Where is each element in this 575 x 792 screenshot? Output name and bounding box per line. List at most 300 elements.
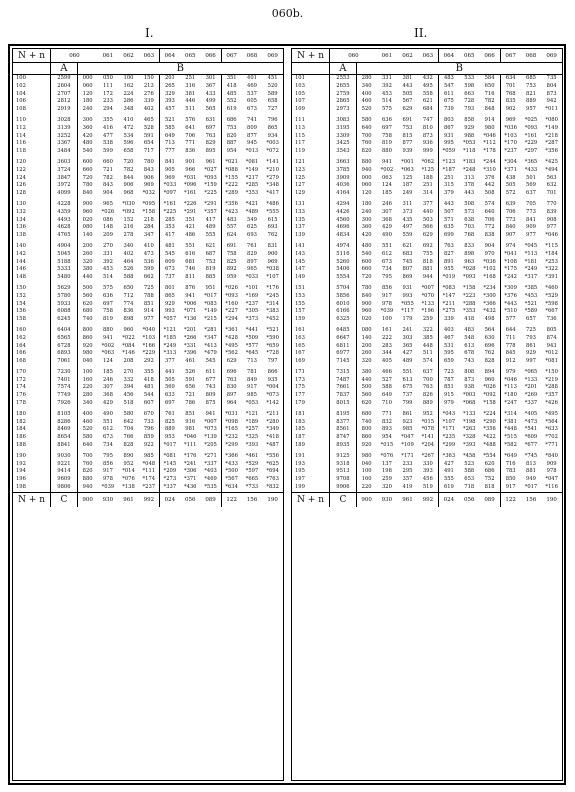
row-value: *108 — [500, 259, 521, 267]
row-value: *396 — [183, 350, 197, 357]
table-row — [13, 224, 283, 232]
row-value: 378 — [464, 182, 475, 189]
row-value: 849 — [247, 376, 257, 383]
row-value: 782 — [102, 174, 113, 181]
row-value: *171 — [401, 452, 414, 459]
row-value: *171 — [438, 426, 459, 434]
row-n: 128 — [13, 190, 51, 198]
row-value: 797 — [267, 358, 278, 365]
row-value: 874 — [546, 334, 557, 341]
row-value: *433 — [524, 166, 538, 173]
row-value: 658 — [267, 98, 278, 105]
row-value: 499 — [205, 98, 216, 105]
row-value: 080 — [77, 224, 98, 232]
row-value: 873 — [464, 376, 475, 383]
row-value: 283 — [381, 342, 392, 349]
row-value: 600 — [356, 259, 377, 267]
row-value: *436 — [183, 484, 197, 491]
row-a: 7230 — [51, 366, 77, 377]
row-value: 799 — [402, 400, 413, 407]
row-value: 969 — [500, 114, 521, 125]
row-value: *169 — [245, 292, 259, 299]
row-a: 5629 — [51, 282, 77, 293]
row-value: 000 — [356, 175, 377, 183]
row-n: 191 — [292, 450, 330, 461]
row-value: *328 — [462, 434, 476, 441]
table-row — [292, 209, 562, 217]
row-value: *180 — [500, 392, 521, 400]
row-value: 259 — [381, 476, 392, 483]
row-value: *170 — [500, 140, 521, 148]
row-value: 897 — [247, 258, 257, 265]
row-value: 440 — [422, 208, 433, 215]
row-value: 421 — [185, 224, 196, 231]
row-value: *161 — [524, 132, 538, 139]
row-value: *166 — [142, 342, 156, 349]
row-value: *003 — [462, 392, 476, 399]
row-value: *041 — [500, 251, 521, 259]
row-value: 980 — [77, 350, 98, 358]
row-n: 161 — [292, 324, 330, 335]
row-value: 453 — [381, 90, 392, 97]
row-value: 300 — [356, 217, 377, 225]
row-n: 189 — [292, 442, 330, 450]
row-value: *305 — [245, 308, 259, 315]
row-n: 101 — [292, 75, 330, 83]
row-value: 819 — [205, 266, 216, 273]
row-value: 353 — [159, 224, 180, 232]
row-n: 152 — [13, 293, 51, 301]
row-value: 555 — [205, 232, 216, 239]
row-value: *271 — [204, 452, 217, 459]
row-n: 122 — [13, 167, 51, 175]
table-row — [13, 400, 283, 408]
row-a: 3972 — [51, 182, 77, 190]
row-value: 699 — [438, 232, 459, 240]
row-value: 125 — [402, 174, 413, 181]
header-col: 065 — [459, 49, 480, 63]
row-value: 314 — [422, 190, 433, 197]
row-value: 460 — [77, 419, 98, 427]
row-value: *185 — [159, 335, 180, 343]
row-value: 464 — [123, 258, 134, 265]
row-value: 140 — [77, 232, 98, 240]
row-value: 360 — [356, 224, 377, 232]
row-value: 381 — [402, 75, 413, 81]
row-value: 828 — [123, 442, 134, 449]
row-value: *111 — [183, 442, 197, 449]
row-value: *728 — [266, 350, 279, 357]
row-value: 339 — [438, 316, 459, 324]
row-a: 5260 — [330, 259, 356, 267]
footer-value: 024 — [159, 492, 180, 507]
row-value: 909 — [526, 224, 536, 231]
row-value: 691 — [402, 116, 413, 123]
row-a: 6811 — [330, 343, 356, 351]
row-value: *031 — [221, 408, 242, 419]
footer-value: 156 — [242, 492, 263, 507]
row-value: 820 — [356, 148, 377, 156]
row-value: 981 — [185, 426, 196, 433]
row-value: *048 — [142, 460, 156, 467]
row-value: 686 — [221, 114, 242, 125]
row-value: 770 — [546, 200, 557, 207]
row-value: 902 — [500, 106, 521, 114]
row-value: 379 — [438, 190, 459, 198]
row-value: 740 — [356, 419, 377, 427]
row-value: 656 — [185, 384, 196, 391]
row-value: *487 — [266, 442, 279, 449]
row-value: 636 — [102, 292, 113, 299]
row-value: *033 — [245, 274, 259, 281]
row-value: *098 — [221, 419, 242, 427]
row-value: 821 — [526, 90, 536, 97]
row-value: *371 — [183, 476, 197, 483]
section-left-label: I. — [145, 26, 154, 40]
row-value: 241 — [402, 326, 413, 333]
row-value: 741 — [247, 116, 257, 123]
row-value: 663 — [464, 90, 475, 97]
row-value: *285 — [245, 182, 259, 189]
row-value: 216 — [123, 224, 134, 231]
row-value: 723 — [438, 366, 459, 377]
row-value: 763 — [422, 384, 433, 391]
row-value: 020 — [356, 316, 377, 324]
row-n: 112 — [13, 125, 51, 133]
row-value: *017 — [159, 442, 180, 450]
row-value: 551 — [381, 242, 392, 249]
table-row — [292, 198, 562, 209]
row-value: 951 — [205, 284, 216, 291]
row-value: 867 — [438, 125, 459, 133]
row-value: 185 — [102, 368, 113, 375]
row-value: *249 — [524, 266, 538, 273]
row-value: *577 — [245, 342, 259, 349]
row-a: 3252 — [51, 133, 77, 141]
row-value: *047 — [401, 434, 414, 441]
row-value: *165 — [221, 426, 242, 434]
row-n: 175 — [292, 384, 330, 392]
row-value: 838 — [484, 232, 495, 239]
row-value: *597 — [245, 468, 259, 475]
row-value: *101 — [245, 284, 259, 291]
row-n: 186 — [13, 434, 51, 442]
row-value: 630 — [484, 334, 495, 341]
row-value: 818 — [422, 258, 433, 265]
row-value: 357 — [402, 476, 413, 483]
row-value: 613 — [402, 376, 413, 383]
row-value: 477 — [102, 132, 113, 139]
row-value: 693 — [247, 232, 257, 239]
table-row — [292, 156, 562, 167]
row-n: 163 — [292, 335, 330, 343]
row-value: 840 — [77, 190, 98, 198]
row-value: *006 — [183, 300, 197, 307]
row-a: 5704 — [330, 282, 356, 293]
row-value: 851 — [185, 410, 196, 417]
row-value: 278 — [123, 232, 134, 239]
left-table — [13, 49, 283, 507]
row-value: 786 — [185, 400, 196, 407]
row-value: *281 — [204, 326, 217, 333]
row-value: 673 — [159, 266, 180, 274]
table-row — [13, 301, 283, 309]
row-value: 285 — [159, 217, 180, 225]
row-value: *063 — [401, 166, 414, 173]
row-value: *039 — [101, 484, 115, 491]
row-value: 501 — [526, 174, 536, 181]
row-value: 505 — [159, 377, 180, 385]
table-row — [292, 259, 562, 267]
footer-value: 961 — [397, 492, 418, 507]
row-n: 111 — [292, 114, 330, 125]
row-value: 505 — [402, 90, 413, 97]
row-value: 960 — [484, 376, 495, 383]
row-value: 858 — [464, 116, 475, 123]
row-value: *393 — [245, 442, 259, 449]
row-value: 330 — [422, 460, 433, 467]
row-a: 5554 — [330, 274, 356, 282]
row-value: *515 — [500, 434, 521, 442]
row-value: 220 — [356, 484, 377, 492]
row-n: 188 — [13, 442, 51, 450]
row-value: 743 — [464, 358, 475, 365]
row-value: 489 — [402, 358, 413, 365]
row-value: *168 — [483, 274, 496, 281]
row-value: *011 — [545, 106, 558, 113]
row-value: *026 — [101, 208, 115, 215]
row-value: *155 — [221, 175, 242, 183]
row-n: 135 — [292, 217, 330, 225]
row-value: *840 — [545, 452, 558, 459]
row-a: 7145 — [330, 358, 356, 366]
row-value: *494 — [545, 166, 558, 173]
row-value: 137 — [381, 460, 392, 467]
row-n: 137 — [292, 224, 330, 232]
row-value: *187 — [438, 167, 459, 175]
footer-n-plus-n: N + n — [13, 492, 51, 507]
row-value: 589 — [267, 90, 278, 97]
row-value: *025 — [524, 116, 538, 123]
row-value: 796 — [267, 116, 278, 123]
row-value: 964 — [221, 400, 242, 408]
row-value: 635 — [438, 224, 459, 232]
row-value: 713 — [159, 140, 180, 148]
row-value: *158 — [462, 284, 476, 291]
table-row — [292, 91, 562, 99]
row-value: 418 — [143, 376, 154, 383]
row-value: 979 — [438, 400, 459, 408]
row-a: 9125 — [330, 450, 356, 461]
row-value: 218 — [143, 216, 154, 223]
row-value: 392 — [102, 258, 113, 265]
row-value: *495 — [221, 343, 242, 351]
row-value: 500 — [77, 282, 98, 293]
row-value: *078 — [421, 426, 435, 433]
table-row — [292, 114, 562, 125]
row-value: 978 — [546, 468, 557, 475]
row-value: *486 — [266, 200, 279, 207]
row-a: 4696 — [330, 224, 356, 232]
row-value: 760 — [77, 461, 98, 469]
row-value: 246 — [381, 200, 392, 207]
row-value: *133 — [421, 300, 435, 307]
row-n: 169 — [292, 358, 330, 366]
row-n: 116 — [13, 140, 51, 148]
row-value: 697 — [381, 124, 392, 131]
row-value: *133 — [462, 410, 476, 417]
header-col: 067 — [500, 49, 521, 63]
row-value: 611 — [205, 368, 216, 375]
row-a: 8377 — [330, 419, 356, 427]
row-a: 8747 — [330, 434, 356, 442]
row-value: 684 — [422, 106, 433, 113]
row-value: *253 — [545, 258, 558, 265]
row-value: *107 — [438, 419, 459, 427]
row-value: 734 — [381, 266, 392, 273]
row-value: 559 — [402, 232, 413, 239]
row-value: 188 — [422, 174, 433, 181]
table-row — [292, 106, 562, 114]
row-value: *609 — [524, 434, 538, 441]
row-value: 549 — [247, 216, 257, 223]
row-n: 166 — [13, 350, 51, 358]
row-n: 159 — [292, 316, 330, 324]
row-value: 619 — [221, 106, 242, 114]
row-value: 420 — [356, 232, 377, 240]
row-value: 152 — [123, 216, 134, 223]
row-value: *554 — [483, 452, 496, 459]
row-value: 952 — [123, 460, 134, 467]
row-n: 198 — [13, 484, 51, 492]
row-value: 401 — [247, 75, 257, 81]
row-value: 915 — [438, 392, 459, 400]
row-value: 240 — [356, 209, 377, 217]
column-c-label: C — [330, 492, 356, 507]
table-row — [13, 106, 283, 114]
row-value: 721 — [185, 392, 196, 399]
row-value: 898 — [464, 250, 475, 257]
row-value: 793 — [464, 106, 475, 113]
row-value: 697 — [102, 300, 113, 307]
row-value: 599 — [102, 148, 113, 155]
row-value: 265 — [159, 83, 180, 91]
table-row — [13, 461, 283, 469]
row-value: 662 — [143, 274, 154, 281]
footer-value: 089 — [480, 492, 501, 507]
row-value: 429 — [102, 400, 113, 407]
row-a: 4426 — [330, 209, 356, 217]
table-row — [13, 240, 283, 251]
row-value: 906 — [123, 182, 134, 189]
row-value: *500 — [221, 468, 242, 476]
row-value: 575 — [381, 106, 392, 113]
row-value: 889 — [159, 426, 180, 434]
row-a: 3724 — [51, 167, 77, 175]
footer-value: 122 — [500, 492, 521, 507]
row-value: 820 — [77, 468, 98, 476]
table-row — [13, 251, 283, 259]
row-value: 969 — [267, 258, 278, 265]
row-value: *146 — [122, 350, 135, 357]
footer-value: 930 — [98, 492, 119, 507]
row-value: 140 — [356, 335, 377, 343]
row-value: *057 — [159, 316, 180, 324]
row-value: *541 — [524, 426, 538, 433]
row-value: 796 — [143, 426, 154, 433]
row-value: 574 — [422, 358, 433, 365]
row-value: 686 — [484, 468, 495, 475]
row-value: 486 — [185, 232, 196, 239]
row-value: 809 — [205, 392, 216, 399]
table-row — [292, 434, 562, 442]
row-value: 307 — [381, 208, 392, 215]
row-value: 739 — [438, 106, 459, 114]
row-value: 111 — [102, 82, 113, 89]
row-value: *405 — [524, 410, 538, 417]
row-value: 443 — [438, 198, 459, 209]
row-value: *063 — [101, 350, 115, 357]
row-value: 737 — [159, 274, 180, 282]
table-row — [13, 133, 283, 141]
row-value: *070 — [421, 292, 435, 299]
row-value: *245 — [266, 292, 279, 299]
row-value: 782 — [123, 166, 134, 173]
row-value: *046 — [183, 434, 197, 441]
row-value: 637 — [422, 368, 433, 375]
row-value: 691 — [221, 240, 242, 251]
footer-value: 089 — [201, 492, 222, 507]
table-row — [13, 442, 283, 450]
row-value: *141 — [421, 434, 435, 441]
row-value: *019 — [438, 274, 459, 282]
row-value: *065 — [524, 368, 538, 375]
row-value: 280 — [356, 75, 377, 83]
table-row — [292, 316, 562, 324]
row-value: 563 — [546, 174, 557, 181]
row-value: 755 — [422, 250, 433, 257]
row-a: 5856 — [330, 293, 356, 301]
row-a: 2865 — [330, 98, 356, 106]
row-value: 284 — [143, 224, 154, 231]
table-row — [292, 350, 562, 358]
row-n: 199 — [292, 484, 330, 492]
row-value: 706 — [500, 209, 521, 217]
row-value: *556 — [266, 452, 279, 459]
row-value: *080 — [545, 116, 558, 123]
table-row — [292, 442, 562, 450]
row-value: *289 — [221, 190, 242, 198]
row-value: 621 — [205, 242, 216, 249]
row-value: 829 — [205, 140, 216, 147]
row-a: 4036 — [330, 182, 356, 190]
table-row — [13, 114, 283, 125]
row-value: 803 — [438, 114, 459, 125]
table-row — [292, 240, 562, 251]
row-value: 697 — [205, 124, 216, 131]
table-row — [13, 190, 283, 198]
row-value: *625 — [266, 460, 279, 467]
table-frame — [8, 44, 566, 785]
column-a-label: A — [330, 63, 356, 75]
row-value: 448 — [422, 342, 433, 349]
row-value: 392 — [381, 82, 392, 89]
row-value: *184 — [545, 250, 558, 257]
row-a: 6245 — [51, 316, 77, 324]
row-value: 985 — [247, 392, 257, 399]
row-a: 3847 — [51, 175, 77, 183]
row-value: *204 — [421, 442, 435, 449]
